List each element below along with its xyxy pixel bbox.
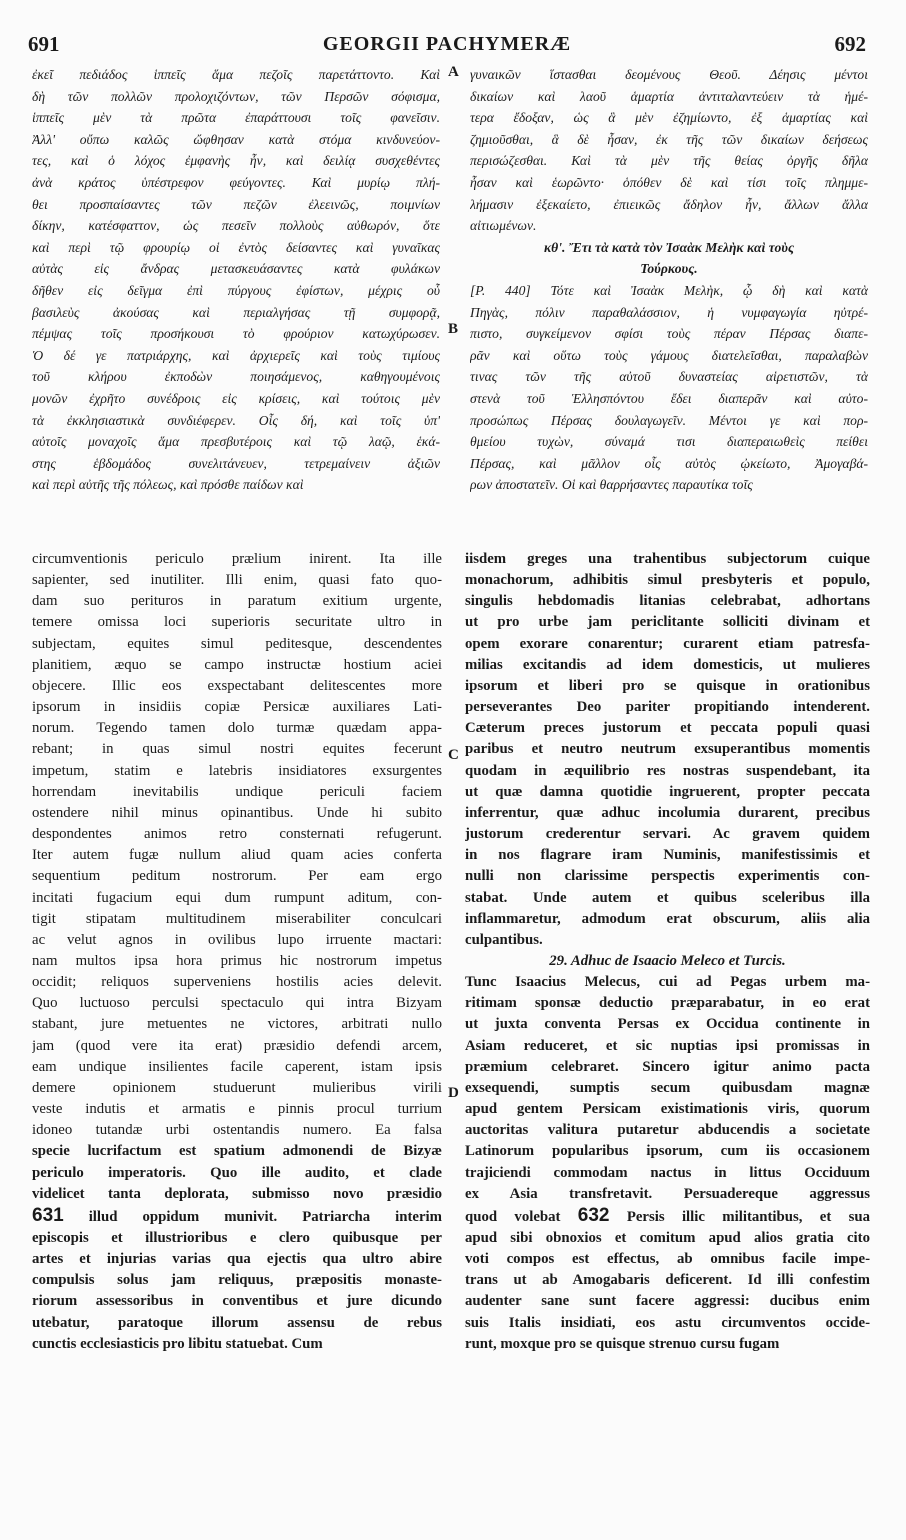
text-line: ac velut agnos in ovilibus lupo irruente mactari: [32, 931, 442, 948]
text-line: temere omissa loci superioris securitate ultro in [32, 614, 442, 631]
text-line: artes et injurias varias qua ejectis qua ultro abire [32, 1251, 442, 1268]
text-line: προσώπως Πέρσας δουλαγωγεῖν. Μέντοι γε καὶ πορ- [470, 412, 868, 428]
text-line: cunctis ecclesiasticis pro libitu statuebat. Cum [32, 1335, 323, 1352]
text-line: exsequendi, sumptis secum quibusdam magnæ [465, 1079, 870, 1096]
text-line: Ὁ δέ γε πατριάρχης, καὶ ἀρχιερεῖς καὶ τοὺς τιμίους [32, 347, 440, 363]
text-line: apud gentem Persicam existimationis viris, quorum [465, 1101, 870, 1118]
text-line: Tunc Isaacius Melecus, cui ad Pegas urbem ma- [465, 974, 870, 991]
text-line: episcopis et illustrioribus e clero quibusque per [32, 1230, 442, 1246]
text-line: [P. 440] Τότε καὶ Ἰσαὰκ Μελὴκ, ᾧ δὴ καὶ κατὰ [470, 282, 868, 298]
text-line: videlicet tanta deplorata, submisso novo præsidio [32, 1185, 442, 1202]
text-line: perseverantes Deo pariter propitiando intenderent. [465, 699, 870, 716]
text-line: Quo luctuoso perculsi spectaculo qui intra Bizyam [32, 995, 442, 1012]
latin-column-left [32, 549, 442, 1355]
text-line: sequentium peditum nostrorum. Per eam ergo [32, 868, 442, 885]
text-line: τες, καὶ ὁ λόχος ἐμφανὴς ἦν, καὶ δειλίᾳ συσχεθέντες [32, 153, 440, 169]
page-header [28, 32, 866, 58]
text-line: ipsorum in insidiis copiæ Persicæ auxiliares Lati- [32, 699, 442, 716]
text-line: ostendere nihil minus opinantibus. Unde hi subito [32, 804, 442, 821]
text-line: planitiem, æquo se campo instructæ hostium aciei [32, 656, 442, 673]
text-line: inflammaretur, admodum erat obscurum, aliis alia [465, 910, 870, 927]
text-line: opem exorare conarentur; curarent etiam patresfa- [465, 635, 870, 652]
text-line: ρων ἀποστατεῖν. Οἱ καὶ θαρρήσαντες παραυτίκα τοῖς [470, 477, 753, 493]
text-line: περισώζεσθαι. Καὶ τὰ μὲν τῆς θείας ὀργῆς δῆλα [470, 153, 868, 169]
text-line: paribus et neutro neutrum exsuperantibus momentis [465, 741, 870, 758]
text-line: quodam in æquilibrio res nostras suspendebant, ita [465, 762, 870, 779]
text-line: Πέρσας, καὶ μᾶλλον οἷς αὐτὸς ᾠκείωτο, Ἀμογαβά- [470, 455, 868, 471]
margin-letter-d: D [448, 1085, 459, 1101]
text-line: ἀνὰ κράτος ὑπέστρεφον φεύγοντες. Καὶ μυρίῳ πλή- [32, 174, 440, 190]
text-line: apud sibi obnoxios et comitum apud alios gratia cito [465, 1230, 870, 1246]
text-line: singulis hebdomadis litanias celebrabat, adhortans [465, 593, 870, 610]
text-line: αὐτοῖς μοναχοῖς ἅμα πρεσβυτέροις καὶ τῷ λαῷ, ἑκά- [32, 434, 440, 450]
margin-letter-c: C [448, 747, 459, 763]
text-line: riorum assessoribus in conventibus et jure dicundo [32, 1293, 442, 1310]
text-line: trajiciendi commodam nactus in littus Occiduum [465, 1164, 870, 1181]
text-line: δικαίων καὶ λαοῦ ἁμαρτία ἀντιταλαντεύειν τὰ ἡμέ- [470, 88, 868, 104]
text-line: specie lucrifactum est spatium admonendi de Bizyæ [32, 1143, 442, 1160]
latin-column-right [465, 549, 870, 1355]
text-line: in nos flagrare iram Numinis, manifestissimis et [465, 847, 870, 864]
text-line: αἰτιωμένων. [470, 218, 537, 234]
text-line: τερα ἔδοξαν, ὡς ἃ μὲν ἐζημίωντο, ἐξ ἁμαρτίας καὶ [470, 110, 868, 126]
text-line: τινας τῶν τῆς αὐτοῦ δυναστείας αἱρετιστῶν, τὰ [470, 369, 868, 385]
text-line: monachorum, adhibitis simul presbyteris et populo, [465, 572, 870, 589]
text-line: dam suo perituros in paratum exitium urgente, [32, 593, 442, 610]
text-line: πιστο, συγκείμενον σφίσι τοὺς πέραν Πέρσας διαπε- [470, 326, 868, 342]
text-line: sapienter, sed inutiliter. Illi enim, quasi fato quo- [32, 572, 442, 589]
text-line: στενὰ τοῦ Ἑλλησπόντου ἔδει διαπερᾶν καὶ αὐτο- [470, 390, 868, 406]
text-line: circumventionis periculo prælium inirent. Ita ille [32, 551, 442, 567]
text-line: nulli non clarissime perspectis experimentis con- [465, 868, 870, 885]
text-line: trans ut ab Amogabaris deficerent. Id illi confestim [465, 1272, 870, 1289]
text-line: idoneo tutandæ urbi ostentandis numero. Ea falsa [32, 1122, 442, 1139]
text-line: ut juxta conventa Persas ex Occidua continente in [465, 1016, 870, 1033]
greek-column-right [470, 64, 868, 496]
text-line: 631 illud oppidum munivit. Patriarcha interim [32, 1204, 442, 1226]
text-line: compulsis solus jam reliquus, præpositis monaste- [32, 1272, 442, 1289]
text-line: demere opinionem studuerunt mulieribus virili [32, 1079, 442, 1096]
text-line: αὐτὰς εἰς ἄνδρας μετασκευάσαντες κατὰ φυλάκων [32, 261, 440, 277]
running-title: GEORGII PACHYMERÆ [322, 33, 572, 55]
text-line: ἐκεῖ πεδιάδος ἱππεῖς ἅμα πεζοῖς παρετάττοντο. Καὶ [32, 67, 440, 82]
text-line: στης ἑβδομάδος συνελιτάνευεν, τετρεμαίνειν ἀξιῶν [32, 455, 440, 471]
text-line: ritimam sponsæ deductio præparabatur, in eo erat [465, 995, 870, 1012]
text-line: justorum crederentur servari. Ac gravem quidem [465, 826, 870, 843]
text-line: jam (quod vere ita erat) præsidio defendi arcem, [32, 1037, 442, 1054]
text-line: Latinorum popularibus ipsorum, cum iis occasionem [465, 1143, 870, 1160]
text-line: norum. Tegendo tamen dolo turmæ quædam appa- [32, 720, 442, 737]
margin-letter-a: A [448, 64, 459, 80]
text-line: incitati fugacium equi dum rumpunt aditum, con- [32, 889, 442, 906]
text-line: ut quæ damna quotidie ingruerent, propter peccata [465, 783, 870, 800]
marginal-page-number: 632 [577, 1204, 610, 1226]
text-line: κθ'. Ἔτι τὰ κατὰ τὸν Ἰσαὰκ Μελὴκ καὶ τοὺς [543, 239, 795, 255]
text-line: impetum, statim e latebris insidiatores exsurgentes [32, 762, 442, 779]
text-line: δίκην, κατέσφαττον, ὡς πεσεῖν πολλοὺς αὐθωρόν, ὅτε [32, 218, 440, 234]
text-line: τὰ ἐκκλησιαστικὰ συνδιέφερεν. Οἷς δή, καὶ τοῖς ὑπ' [32, 412, 440, 428]
text-line: ut pro urbe jam periclitante solliciti divinam et [465, 614, 870, 631]
text-line: runt, moxque pro se quisque strenuo cursu fugam [465, 1335, 780, 1352]
text-line: τοῦ κλήρου ἐκποδὼν ποιησάμενος, καθηγουμένοις [32, 369, 440, 385]
marginal-page-number: 631 [32, 1204, 64, 1226]
text-line: ex Asia transfretavit. Persuadereque aggressus [465, 1185, 870, 1202]
text-line: καὶ περὶ αὐτῆς τῆς πόλεως, καὶ πρόσθε παίδων καὶ [32, 477, 304, 493]
text-line: ipsorum et liberi pro se quisque in orationibus [465, 677, 870, 694]
greek-column-left [32, 64, 440, 496]
text-line: culpantibus. [465, 931, 543, 948]
text-line: occidit; reliquos superveniens hostilis acies delevit. [32, 974, 442, 991]
text-line: βασιλεὺς ἀκούσας καὶ περιαλγήσας τῇ συμφορᾷ, [32, 304, 440, 320]
text-line: γυναικῶν ἵστασθαι δεομένους Θεοῦ. Δέησις μέντοι [470, 67, 868, 82]
text-line: Ἀλλ' οὔπω καλῶς ὤφθησαν κατὰ στόμα κινδυνεύον- [32, 131, 440, 147]
text-line: despondentes animos retro consternati refugerunt. [32, 826, 442, 843]
text-line: iisdem greges una trahentibus subjectorum cuique [465, 551, 870, 567]
text-line: ἦσαν καὶ ἑωρῶντο· ὁπόθεν δὲ καὶ τίσι τοῖς πλημμε- [470, 174, 868, 190]
text-line: præmium celebraret. Sincero igitur animo pacta [465, 1058, 870, 1075]
text-line: nam multos ipsa hora primus hic nostrorum impetus [32, 952, 442, 969]
text-line: Τούρκους. [640, 261, 698, 277]
text-line: θει προσπαίσαντες τῶν πεζῶν ἐλεεινῶς, ποιμνίων [32, 196, 440, 212]
text-line: Asiam reduceret, et sic nuptias ipsi promissas in [465, 1037, 870, 1054]
text-line: suis Italis insidiati, eos astu circumventos occide- [465, 1314, 870, 1331]
text-line: stabat. Unde autem et quibus sceleribus illa [465, 889, 870, 906]
text-line: μονῶν ἐχρῆτο συνέδροις εἰς κρίσεις, καὶ τούτοις μὲν [32, 390, 440, 406]
text-line: Πηγὰς, πόλιν παραθαλάσσιον, ἡ νυμφαγωγία ηὐτρέ- [470, 304, 868, 320]
text-line: καὶ περὶ τῷ φρουρίῳ οἱ ἐντὸς δείσαντες καὶ γυναῖκας [32, 239, 440, 255]
right-page-number: 692 [834, 32, 866, 56]
text-line: utebatur, paratoque illorum assensu de rebus [32, 1314, 442, 1331]
text-line: auctoritas valitura putaretur abducendis a societate [465, 1122, 870, 1139]
text-line: horrendam inevitabilis undique periculi faciem [32, 783, 442, 800]
text-line: δὴ τῶν πολλῶν προλοχιζόντων, τῶν Περσῶν σόφισμα, [32, 88, 440, 104]
text-line: tigit stipatam multitudinem miserabiliter conculcari [32, 910, 442, 927]
text-line: λήμασιν ἐξεκαίετο, ἐπιεικῶς ἄδηλον ἦν, ἄλλων ἄλλα [470, 196, 868, 212]
text-line: Cæterum preces justorum et peccata populi quasi [465, 720, 870, 737]
text-line: rebant; in quas simul nostri equites fecerunt [32, 741, 442, 758]
left-page-number: 691 [28, 32, 60, 56]
text-line: subjectam, equites simul peditesque, descendentes [32, 635, 442, 652]
text-line: δῆθεν εἰς δεῖγμα ἐπὶ πύργους ἐφίστων, μέχρις οὗ [32, 282, 440, 298]
text-line: πέμψας τοῖς προσήκουσι τὸ φρούριον κατωχύρωσεν. [32, 326, 440, 342]
text-line: stabant, jure metuentes ne victores, arbitrati nullo [32, 1016, 442, 1033]
text-line: audenter sane sunt facere aggressi: ducibus enim [465, 1293, 870, 1310]
margin-letter-b: B [448, 321, 459, 337]
text-line: voti compos est effectus, ab omnibus facile impe- [465, 1251, 870, 1268]
text-line: θμείου τυχὼν, σύναμά τισι διαπεραιωθεὶς πείθει [470, 434, 868, 450]
text-line: objecere. Illic eos exspectabant delitescentes more [32, 677, 442, 694]
text-line: 29. Adhuc de Isaacio Meleco et Turcis. [549, 952, 786, 969]
text-line: inferrentur, quæ adhuc incolumia durarent, precibus [465, 804, 870, 821]
text-line: periculo imperatoris. Quo ille audito, et clade [32, 1164, 442, 1181]
text-line: quod volebat 632 Persis illic militantibus, et sua [465, 1204, 870, 1226]
text-line: ζημιοῦσθαι, ἃ δὲ ἦσαν, ἐκ τῆς τῶν δικαίων δεήσεως [470, 131, 868, 147]
text-line: eam undique insilientes facile caperent, istam ipsis [32, 1058, 442, 1075]
text-line: ἱππεῖς μὲν τὰ πρῶτα ἐπαράττουσι τοῖς φανεῖσιν. [32, 110, 440, 126]
text-line: milias excitandis ad idem domesticis, ut mulieres [465, 656, 870, 673]
text-line: Iter autem fugæ nullum aliud quam acies conferta [32, 847, 442, 864]
text-line: ρᾶν καὶ οὕτω τοὺς γάμους διατελεῖσθαι, παραλαβὼν [470, 347, 868, 363]
text-line: veste indutis et armatis e pinnis procul turrium [32, 1101, 442, 1118]
